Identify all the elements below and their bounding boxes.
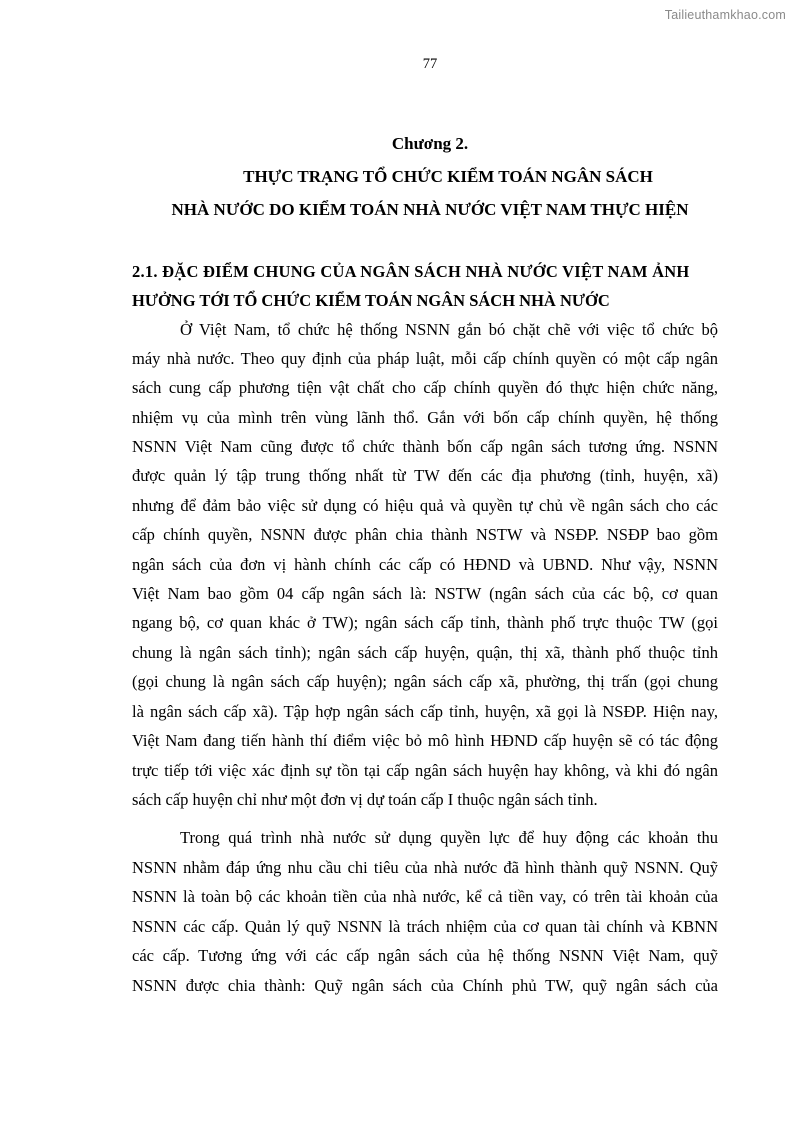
- paragraph-1-line: máy nhà nước. Theo quy định của pháp luật, mỗi cấp chính quyền có một cấp ngân: [132, 349, 718, 368]
- paragraph-2-line: NSNN được chia thành: Quỹ ngân sách của Chính phủ TW, quỹ ngân sách của: [132, 976, 718, 995]
- paragraph-1-line: nhưng để đảm bảo việc sử dụng có hiệu quả và quyền tự chủ về ngân sách cho các: [132, 496, 718, 515]
- section-heading-line-2: HƯỞNG TỚI TỔ CHỨC KIỂM TOÁN NGÂN SÁCH NHÀ NƯỚC: [132, 291, 610, 310]
- chapter-title-line-1: THỰC TRẠNG TỔ CHỨC KIỂM TOÁN NGÂN SÁCH: [243, 167, 653, 186]
- watermark-text: Tailieuthamkhao.com: [664, 8, 786, 22]
- chapter-label: Chương 2.: [391, 134, 469, 153]
- section-heading-line-1: 2.1. ĐẶC ĐIỂM CHUNG CỦA NGÂN SÁCH NHÀ NƯỚC VIỆT NAM ẢNH: [132, 262, 690, 281]
- paragraph-1-line: Việt Nam đang tiến hành thí điểm việc bỏ mô hình HĐND cấp huyện sẽ có tác động: [132, 731, 718, 750]
- paragraph-1-line: cấp chính quyền, NSNN được phân chia thành NSTW và NSĐP. NSĐP bao gồm: [132, 525, 718, 544]
- paragraph-1-line: sách cấp huyện chỉ như một đơn vị dự toán cấp I thuộc ngân sách tỉnh.: [132, 790, 598, 809]
- paragraph-2-line: NSNN nhằm đáp ứng nhu cầu chi tiêu của nhà nước đã hình thành quỹ NSNN. Quỹ: [132, 858, 718, 877]
- page-number: 77: [422, 56, 438, 72]
- paragraph-2-line: NSNN các cấp. Quản lý quỹ NSNN là trách nhiệm của cơ quan tài chính và KBNN: [132, 917, 718, 936]
- paragraph-1-line: Việt Nam bao gồm 04 cấp ngân sách là: NSTW (ngân sách của các bộ, cơ quan: [132, 584, 718, 603]
- paragraph-1-line: ngang bộ, cơ quan khác ở TW); ngân sách cấp tỉnh, thành phố trực thuộc TW (gọi: [132, 613, 718, 632]
- paragraph-1-line: là ngân sách cấp xã). Tập hợp ngân sách cấp tỉnh, huyện, xã gọi là NSĐP. Hiện nay,: [132, 702, 718, 721]
- chapter-title-line-2: NHÀ NƯỚC DO KIỂM TOÁN NHÀ NƯỚC VIỆT NAM THỰC HIỆN: [171, 200, 689, 219]
- paragraph-1-line: được quản lý tập trung thống nhất từ TW đến các địa phương (tỉnh, huyện, xã): [132, 466, 718, 485]
- paragraph-2-line: Trong quá trình nhà nước sử dụng quyền lực để huy động các khoản thu: [180, 828, 718, 847]
- paragraph-1-line: nhiệm vụ của mình trên vùng lãnh thổ. Gắn với bốn cấp chính quyền, hệ thống: [132, 408, 718, 427]
- paragraph-1-line: ngân sách của đơn vị hành chính các cấp có HĐND và UBND. Như vậy, NSNN: [132, 555, 718, 574]
- paragraph-1-line: NSNN Việt Nam cũng được tổ chức thành bốn cấp ngân sách tương ứng. NSNN: [132, 437, 718, 456]
- paragraph-1-line: sách cung cấp phương tiện vật chất cho cấp chính quyền đó thực hiện chức năng,: [132, 378, 718, 397]
- paragraph-1-line: Ở Việt Nam, tổ chức hệ thống NSNN gắn bó chặt chẽ với việc tổ chức bộ: [180, 320, 718, 339]
- paragraph-2-line: các cấp. Tương ứng với các cấp ngân sách của hệ thống NSNN Việt Nam, quỹ: [132, 946, 718, 965]
- paragraph-1-line: chung là ngân sách tỉnh); ngân sách cấp huyện, quận, thị xã, thành phố thuộc tỉnh: [132, 643, 718, 662]
- paragraph-1-line: trực tiếp tới việc xác định sự tồn tại cấp ngân sách huyện hay không, và khi đó ngân: [132, 761, 718, 780]
- paragraph-2-line: NSNN là toàn bộ các khoản tiền của nhà nước, kể cả tiền vay, có trên tài khoản của: [132, 887, 718, 906]
- paragraph-1-line: (gọi chung là ngân sách cấp huyện); ngân sách cấp xã, phường, thị trấn (gọi chung: [132, 672, 718, 691]
